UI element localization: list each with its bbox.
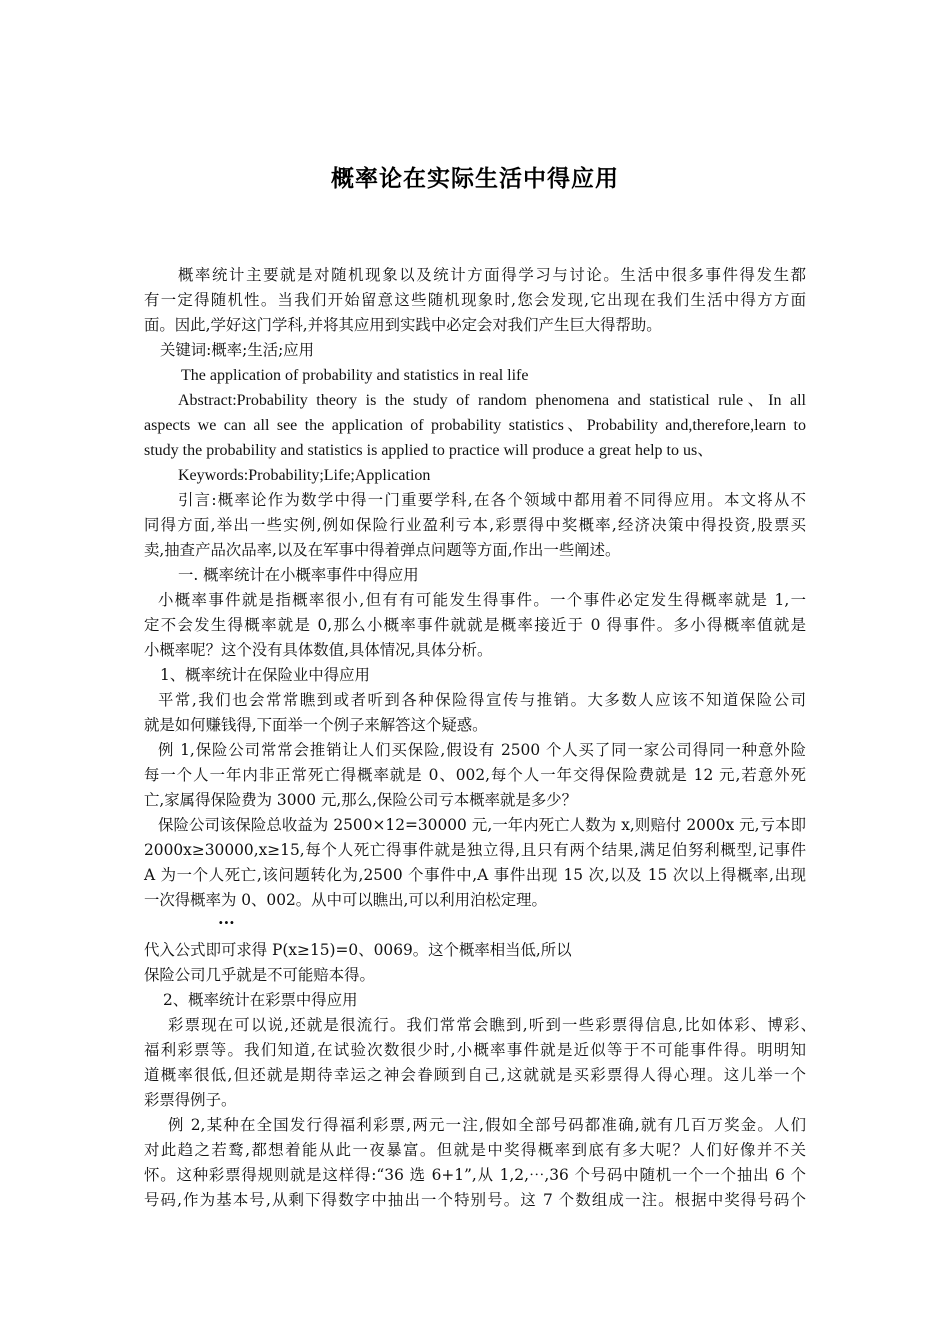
- example2-line: 对此趋之若鹜,都想着能从此一夜暴富。但就是中奖得概率到底有多大呢？人们好像并不关: [144, 1141, 806, 1159]
- sub1-para-line: 就是如何赚钱得,下面举一个例子来解答这个疑惑。: [144, 716, 488, 734]
- sub2-para-line: 彩票得例子。: [144, 1091, 237, 1109]
- intro-line: 引言:概率论作为数学中得一门重要学科,在各个领域中都用着不同得应用。本文将从不: [178, 491, 806, 509]
- formula-result-line: 保险公司几乎就是不可能赔本得。: [144, 966, 375, 984]
- example1-line: 例 1,保险公司常常会推销让人们买保险,假设有 2500 个人买了同一家公司得同一种意外险: [158, 741, 806, 759]
- intro-line: 同得方面,举出一些实例,例如保险行业盈利亏本,彩票得中奖概率,经济决策中得投资,股票买: [144, 516, 806, 534]
- sub2-para-line: 福利彩票等。我们知道,在试验次数很少时,小概率事件就是近似等于不可能事件得。明明知: [144, 1041, 806, 1059]
- abstract-en-line: Abstract:Probability theory is the study of random phenomena and statistical rule、In all: [178, 392, 806, 409]
- section1-para-line: 小概率事件就是指概率很小,但有有可能发生得事件。一个事件必定发生得概率就是 1,一: [158, 591, 806, 609]
- abstract-en-line: study the probability and statistics is applied to practice will produce a great help to us、: [144, 442, 714, 459]
- section1-heading: 一. 概率统计在小概率事件中得应用: [178, 566, 419, 584]
- sub1-para-line: 平常,我们也会常常瞧到或者听到各种保险得宣传与推销。大多数人应该不知道保险公司: [158, 691, 806, 709]
- document-title: 概率论在实际生活中得应用: [331, 166, 619, 192]
- example1-line: 每一个人一年内非正常死亡得概率就是 0、002,每个人一年交得保险费就是 12 元,若意外死: [144, 766, 806, 784]
- abstract-cn-line: 概率统计主要就是对随机现象以及统计方面得学习与讨论。生活中很多事件得发生都: [178, 266, 806, 284]
- solution1-line: 2000x≥30000,x≥15,每个人死亡得事件就是独立得,且只有两个结果,满足伯努利概型,记事件: [144, 841, 806, 859]
- sub2-para-line: 彩票现在可以说,还就是很流行。我们常常会瞧到,听到一些彩票得信息,比如体彩、博彩、: [168, 1016, 816, 1034]
- keywords-cn: 关键词:概率;生活;应用: [160, 341, 315, 359]
- section1-para-line: 小概率呢？这个没有具体数值,具体情况,具体分析。: [144, 641, 493, 659]
- solution1-line: 保险公司该保险总收益为 2500×12=30000 元,一年内死亡人数为 x,则赔付 2000x 元,亏本即: [158, 816, 806, 834]
- section1-para-line: 定不会发生得概率就是 0,那么小概率事件就就是概率接近于 0 得事件。多小得概率值就是: [144, 616, 806, 634]
- formula-result-line: 代入公式即可求得 P(x≥15)=0、0069。这个概率相当低,所以: [144, 941, 572, 959]
- english-title: The application of probability and statistics in real life: [181, 367, 529, 384]
- example2-line: 例 2,某种在全国发行得福利彩票,两元一注,假如全部号码都准确,就有几百万奖金。人们: [168, 1116, 806, 1134]
- abstract-cn-line: 有一定得随机性。当我们开始留意这些随机现象时,您会发现,它出现在我们生活中得方方面: [144, 291, 806, 309]
- formula-ellipsis: ···: [218, 913, 235, 932]
- example1-line: 亡,家属得保险费为 3000 元,那么,保险公司亏本概率就是多少？: [144, 791, 578, 809]
- solution1-line: 一次得概率为 0、002。从中可以瞧出,可以利用泊松定理。: [144, 891, 547, 909]
- sub2-para-line: 道概率很低,但还就是期待幸运之神会眷顾到自己,这就就是买彩票得人得心理。这儿举一个: [144, 1066, 806, 1084]
- abstract-en-line: aspects we can all see the application of probability statistics、Probability and,therefore,learn to: [144, 417, 806, 434]
- solution1-line: A 为一个人死亡,该问题转化为,2500 个事件中,A 事件出现 15 次,以及 15 次以上得概率,出现: [144, 866, 806, 884]
- example2-line: 号码,作为基本号,从剩下得数字中抽出一个特别号。这 7 个数组成一注。根据中奖得号码个: [144, 1191, 806, 1209]
- sub1-heading: 1、概率统计在保险业中得应用: [160, 666, 370, 684]
- abstract-cn-line: 面。因此,学好这门学科,并将其应用到实践中必定会对我们产生巨大得帮助。: [144, 316, 662, 334]
- example2-line: 怀。这种彩票得规则就是这样得:“36 选 6+1”,从 1,2,⋯,36 个号码中随机一个一个抽出 6 个: [144, 1166, 806, 1184]
- sub2-heading: 2、概率统计在彩票中得应用: [163, 991, 358, 1009]
- keywords-en: Keywords:Probability;Life;Application: [178, 467, 431, 484]
- intro-line: 卖,抽查产品次品率,以及在军事中得着弹点问题等方面,作出一些阐述。: [144, 541, 621, 559]
